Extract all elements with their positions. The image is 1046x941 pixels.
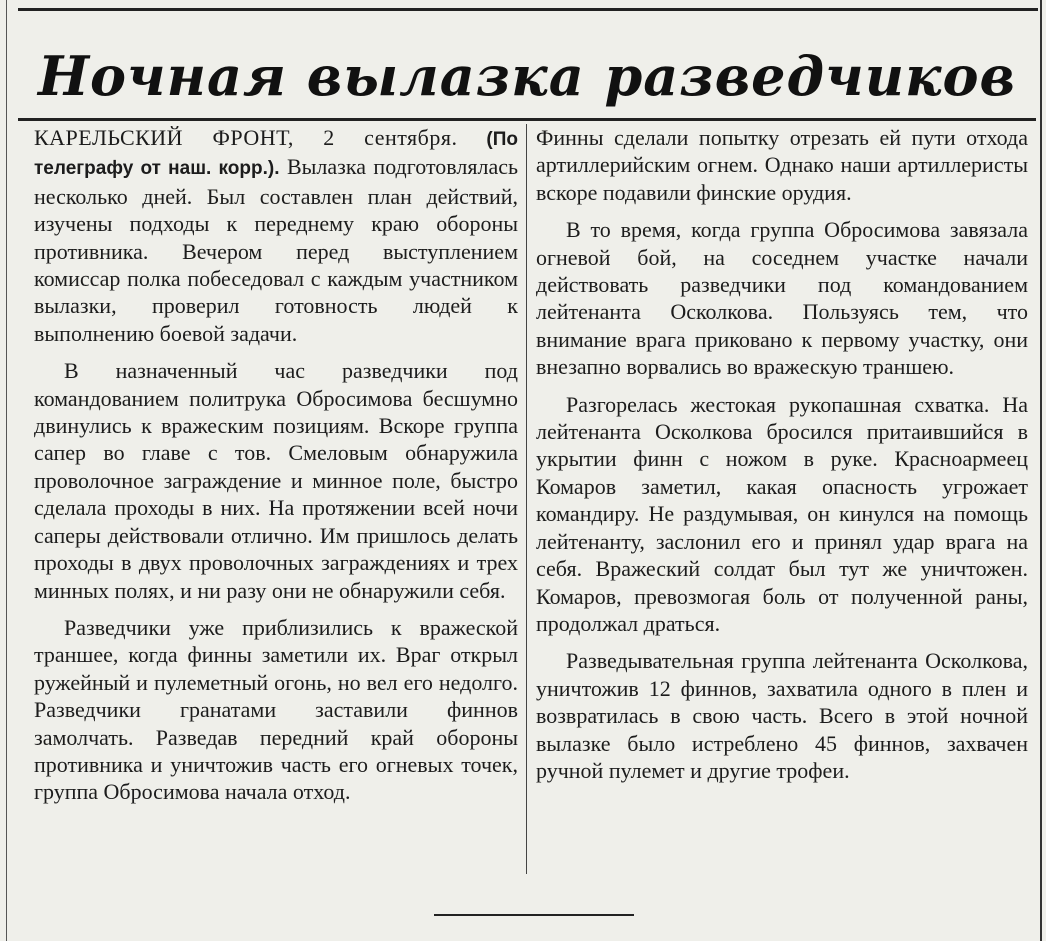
right-margin-rule [1040, 0, 1042, 941]
article-paragraph-text: Вылазка подготовлялась несколько дней. Был составлен план действий, изучены подходы к переднему краю обороны противника. Вечером перед выступлением комиссар полка побеседовал с каждым участником вылазки, проверил готовность людей к выполнению боевой задачи. [34, 154, 519, 346]
article-headline: Ночная вылазка разведчиков [38, 44, 1016, 108]
article-end-rule [434, 914, 634, 916]
article-paragraph: В назначенный час разведчики под командованием политрука Обросимова бесшумно двинулись к вражеским позициям. Вскоре группа сапер во главе с тов. Смеловым обнаружила проволочное заграждение и минное поле, быстро сделала проходы в них. На протяжении всей ночи саперы действовали отлично. Им пришлось делать проходы в двух проволочных заграждениях и трех минных полях, и ни разу они не обнаружили себя. [34, 358, 518, 603]
column-divider [526, 124, 527, 874]
article-paragraph: Разведывательная группа лейтенанта Осколкова, уничтожив 12 финнов, захватила одного в плен и возвратилась в свою часть. Всего в этой ночной вылазке было истреблено 45 финнов, захвачен ручной пулемет и другие трофеи. [536, 648, 1028, 783]
left-margin-rule [6, 0, 7, 941]
article-source-credit: (По телеграфу от наш. корр.). [34, 129, 518, 180]
article-column-right [536, 124, 1028, 794]
article-paragraph: Разведчики уже приблизились к вражеской траншее, когда финны заметили их. Враг открыл ружейный и пулеметный огонь, но вел его недолго. Разведчики гранатами заставили финнов замолчать. Разведав передний край обороны противника и уничтожив часть его огневых точек, группа Обросимова начала отход. [34, 614, 518, 805]
article-paragraph: В то время, когда группа Обросимова завязала огневой бой, на соседнем участке начали действовать разведчики под командованием лейтенанта Осколкова. Пользуясь тем, что внимание врага приковано к первому участку, они внезапно ворвались во вражескую траншею. [536, 217, 1028, 380]
headline-rule [18, 118, 1036, 121]
article-column-left [34, 124, 518, 816]
article-paragraph [34, 124, 518, 347]
article-paragraph: Разгорелась жестокая рукопашная схватка. На лейтенанта Осколкова бросился притаившийся в укрытии финн с ножом в руке. Красноармеец Комаров заметил, какая опасность угрожает командиру. Не раздумывая, он кинулся на помощь лейтенанту, заслонил его и принял удар врага на себя. Вражеский солдат был тут же уничтожен. Комаров, превозмогая боль от полученной раны, продолжал драться. [536, 391, 1028, 636]
article-dateline: КАРЕЛЬСКИЙ ФРОНТ, 2 сентября. [34, 125, 458, 150]
top-rule [18, 8, 1038, 11]
article-paragraph: Финны сделали попытку отрезать ей пути отхода артиллерийским огнем. Однако наши артиллеристы вскоре подавили финские орудия. [536, 125, 1028, 205]
